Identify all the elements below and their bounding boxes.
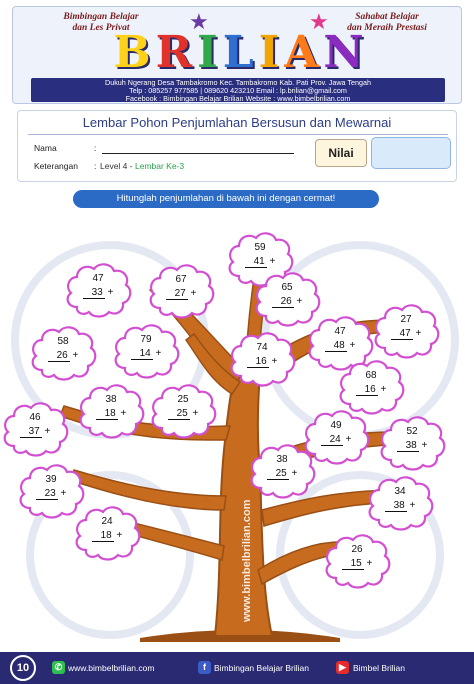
- score-label: Nilai: [315, 139, 367, 167]
- addend-top: 65: [281, 282, 293, 293]
- addend-bottom-row: [322, 558, 392, 570]
- plus-sign: +: [409, 500, 416, 511]
- whatsapp-icon: ✆: [52, 661, 65, 674]
- addition-tree: [0, 210, 474, 650]
- plus-sign: +: [72, 350, 79, 361]
- brand-letter: A: [284, 27, 320, 78]
- instruction-banner: Hitunglah penjumlahan di bawah ini dengan cermat!: [73, 190, 379, 208]
- addend-bottom-row: [146, 288, 216, 300]
- addend-top: 26: [351, 544, 363, 555]
- addend-bottom: 18: [96, 408, 118, 420]
- plus-sign: +: [60, 488, 67, 499]
- addend-bottom: 38: [397, 440, 419, 452]
- addend-bottom-row: [72, 530, 142, 542]
- left-tagline-line-1: Bimbingan Belajar: [63, 12, 139, 22]
- addition-problem-cloud[interactable]: [111, 322, 181, 380]
- addition-problem-cloud[interactable]: [247, 442, 317, 500]
- addition-problem-cloud[interactable]: [63, 261, 133, 319]
- level-info: [100, 161, 184, 171]
- brand-letter: L: [222, 27, 255, 78]
- addition-problem-cloud[interactable]: [0, 400, 70, 458]
- plus-sign: +: [192, 408, 199, 419]
- addend-top: 27: [400, 314, 412, 325]
- addend-top: 38: [276, 454, 288, 465]
- social-text: Facebook : Bimbingan Belajar Brilian Website : www.bimbelbrilian.com: [125, 94, 351, 103]
- addend-top: 38: [105, 394, 117, 405]
- addend-bottom-row: [371, 328, 441, 340]
- addend-bottom-row: [252, 296, 322, 308]
- plus-sign: +: [271, 356, 278, 367]
- addend-bottom: 15: [342, 558, 364, 570]
- addend-bottom: 26: [272, 296, 294, 308]
- addend-bottom-row: [111, 348, 181, 360]
- address-bar: [31, 78, 445, 102]
- addend-top: 59: [254, 242, 266, 253]
- addend-bottom-row: [16, 488, 86, 500]
- addend-bottom: 47: [391, 328, 413, 340]
- brand-letter: R: [155, 27, 194, 78]
- addend-top: 24: [101, 516, 113, 527]
- watermark-text: www.bimbelbrilian.com: [241, 499, 253, 622]
- addend-bottom: 16: [247, 356, 269, 368]
- addition-problem-cloud[interactable]: [322, 532, 392, 590]
- plus-sign: +: [345, 434, 352, 445]
- worksheet-info: [17, 110, 457, 182]
- youtube-icon: ▶: [336, 661, 349, 674]
- addend-bottom-row: [336, 384, 406, 396]
- right-tagline-line-2: dan Meraih Prestasi: [347, 23, 427, 33]
- right-tagline-line-1: Sahabat Belajar: [355, 12, 419, 22]
- addition-problem-cloud[interactable]: [146, 262, 216, 320]
- brand-letter: I: [197, 27, 219, 78]
- plus-sign: +: [415, 328, 422, 339]
- addend-bottom-row: [227, 356, 297, 368]
- addend-bottom: 26: [48, 350, 70, 362]
- addition-problem-cloud[interactable]: [371, 302, 441, 360]
- addend-bottom: 37: [20, 426, 42, 438]
- footer-facebook[interactable]: Bimbingan Belajar Brilian: [214, 663, 309, 673]
- plus-sign: +: [366, 558, 373, 569]
- addend-top: 52: [406, 426, 418, 437]
- addend-top: 74: [256, 342, 268, 353]
- addend-bottom: 48: [325, 340, 347, 352]
- name-label: Nama: [34, 143, 57, 153]
- footer-website[interactable]: www.bimbelbrilian.com: [68, 663, 155, 673]
- addend-top: 47: [92, 273, 104, 284]
- worksheet-title: Lembar Pohon Penjumlahan Bersusun dan Mewarnai: [82, 115, 392, 130]
- brand-letter: N: [323, 27, 365, 78]
- addend-bottom-row: [28, 350, 98, 362]
- facebook-icon: f: [198, 661, 211, 674]
- star-icon: ★: [309, 9, 329, 34]
- plus-sign: +: [380, 384, 387, 395]
- page-number: 10: [10, 655, 36, 681]
- plus-sign: +: [116, 530, 123, 541]
- addend-bottom-row: [305, 340, 375, 352]
- addend-bottom: 38: [385, 500, 407, 512]
- score-field[interactable]: [371, 137, 451, 169]
- addend-bottom: 33: [83, 287, 105, 299]
- addend-bottom-row: [0, 426, 70, 438]
- addend-bottom: 23: [36, 488, 58, 500]
- plus-sign: +: [421, 440, 428, 451]
- addend-top: 34: [394, 486, 406, 497]
- addition-problem-cloud[interactable]: [76, 382, 146, 440]
- note-colon: :: [94, 161, 97, 171]
- addend-bottom-row: [247, 468, 317, 480]
- addend-bottom-row: [63, 287, 133, 299]
- addend-bottom-row: [377, 440, 447, 452]
- addend-top: 67: [175, 274, 187, 285]
- addition-problem-cloud[interactable]: [72, 504, 142, 562]
- addition-problem-cloud[interactable]: [377, 414, 447, 472]
- addition-problem-cloud[interactable]: [365, 474, 435, 532]
- addend-bottom-row: [225, 256, 295, 268]
- sheet-text: Lembar Ke-3: [134, 161, 185, 171]
- addend-top: 25: [177, 394, 189, 405]
- addend-bottom: 27: [166, 288, 188, 300]
- addend-top: 58: [57, 336, 69, 347]
- footer-bar: [0, 652, 474, 684]
- addition-problem-cloud[interactable]: [148, 382, 218, 440]
- note-label: Keterangan: [34, 161, 78, 171]
- addend-bottom-row: [76, 408, 146, 420]
- brand-letter: B: [113, 27, 152, 78]
- addition-problem-cloud[interactable]: [28, 324, 98, 382]
- left-tagline-line-2: dan Les Privat: [72, 23, 130, 33]
- addend-bottom: 18: [92, 530, 114, 542]
- letterhead: [12, 6, 462, 104]
- plus-sign: +: [269, 256, 276, 267]
- addend-bottom: 14: [131, 348, 153, 360]
- plus-sign: +: [44, 426, 51, 437]
- addend-top: 39: [45, 474, 57, 485]
- addend-bottom-row: [148, 408, 218, 420]
- name-field[interactable]: [102, 153, 294, 154]
- title-divider: [28, 134, 448, 135]
- addend-top: 49: [330, 420, 342, 431]
- addend-top: 47: [334, 326, 346, 337]
- addend-bottom: 25: [168, 408, 190, 420]
- address-text: Dukuh Ngerang Desa Tambakromo Kec. Tambakromo Kab. Pati Prov. Jawa Tengah: [105, 78, 371, 87]
- plus-sign: +: [296, 296, 303, 307]
- addend-top: 46: [29, 412, 41, 423]
- addend-bottom: 16: [356, 384, 378, 396]
- addend-bottom-row: [365, 500, 435, 512]
- plus-sign: +: [120, 408, 127, 419]
- plus-sign: +: [291, 468, 298, 479]
- brand-logo: [43, 29, 435, 77]
- addend-bottom: 24: [321, 434, 343, 446]
- level-text: Level 4 -: [100, 161, 135, 171]
- addition-problem-cloud[interactable]: [227, 330, 297, 388]
- contact-text: Telp : 085257 977585 | 089620 423210 Email : lp.brilian@gmail.com: [129, 86, 347, 95]
- addend-bottom: 41: [245, 256, 267, 268]
- addend-bottom: 25: [267, 468, 289, 480]
- plus-sign: +: [190, 288, 197, 299]
- name-colon: :: [94, 143, 97, 153]
- brand-letter: I: [258, 27, 281, 78]
- star-icon: ★: [189, 9, 209, 34]
- addend-top: 68: [365, 370, 377, 381]
- plus-sign: +: [107, 287, 114, 298]
- footer-youtube[interactable]: Bimbel Brilian: [353, 663, 405, 673]
- addend-top: 79: [140, 334, 152, 345]
- plus-sign: +: [349, 340, 356, 351]
- plus-sign: +: [155, 348, 162, 359]
